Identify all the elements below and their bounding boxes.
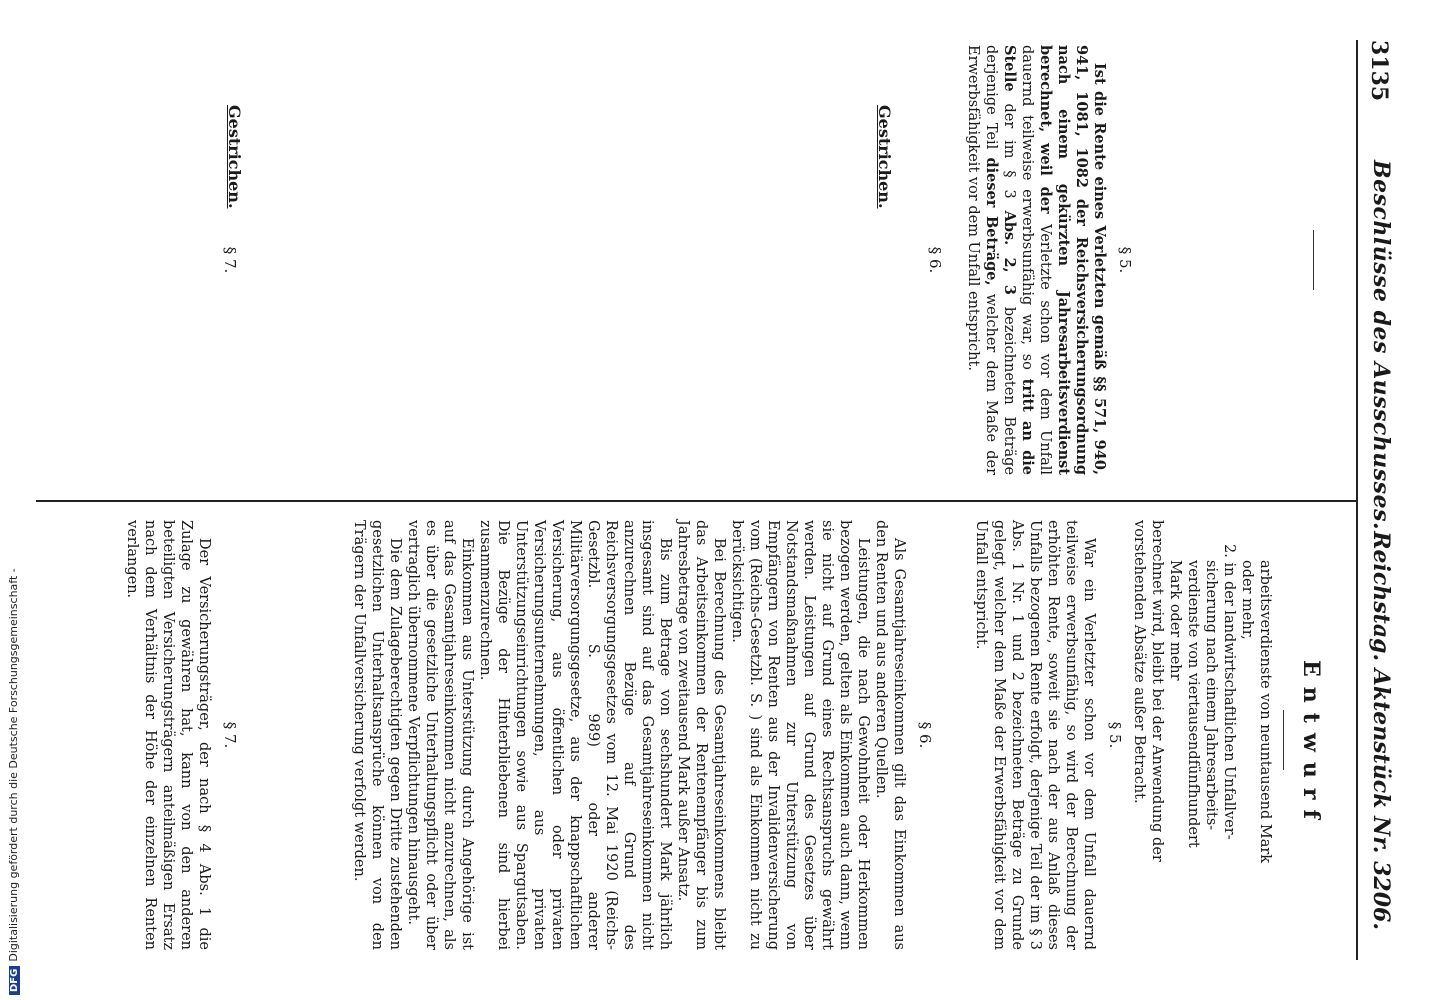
dfg-logo: DFG — [9, 966, 20, 995]
dfg-sidebar — [2, 568, 21, 995]
title-rule — [1283, 710, 1284, 770]
header-reichstag: Reichstag. Aktenstück Nr. 3206. — [1368, 531, 1394, 930]
beschl-s6-heading: § 6. — [926, 246, 944, 274]
page-number: 3135 — [1366, 40, 1392, 102]
beschl-s5-text: Ist die Rente eines Verletzten gemäß §§ 571, 940, 941, 1081, 1082 der Reichsversicherungsordnung nach einem gekürzten Jahresarbeitsverdienst berechnet, weil der Verletzte schon vor dem Unfall dauernd teilweise erwerbsunfähig war, so tritt an die Stelle der im § 3 Abs. 2, 3 bezeichneten Beträge derjenige Teil dieser Beträge, welcher dem Maße der Erwerbsfähigkeit vor dem Unfall entspricht. — [965, 45, 1108, 476]
entwurf-s6-heading: § 6. — [916, 721, 934, 749]
entwurf-s5-heading: § 5. — [1106, 721, 1124, 749]
entwurf-s5-text: War ein Verletzter schon vor dem Unfall dauernd teilweise erwerbsunfähig, so wird der Berechnung der erhöhten Rente, soweit sie nach der aus Anlaß dieses Unfalls bezogenen Rente erfolgt, derjenige Teil der im § 3 Abs. 1 Nr. 1 und 2 bezeichneten Beträge zu Grunde gelegt, welcher dem Maße der Erwerbsfähigkeit vor dem Unfall entspricht. — [973, 520, 1097, 950]
beschl-s7-gestrichen: Gestrichen. — [225, 105, 244, 209]
entwurf-s7-heading: § 7. — [221, 721, 239, 749]
entwurf-s7-text: Der Versicherungsträger, der nach § 4 Abs. 1 die Zulage zu gewähren hat, kann von den anderen beteiligten Versicherungsträgern anteilmäßigen Ersatz nach dem Verhältnis der Höhe der einzelnen Renten verlangen. — [124, 520, 212, 950]
header-rule — [1356, 40, 1358, 960]
entwurf-top-lines: arbeitsverdienste von neuntausend Mark oder mehr, 2. in der landwirtschaftlichen Unfallver- sicherung nach einem Jahresarbeits- verdienste von viertausendfünfhundert Mark oder mehr berechnet wird, bleibt bei der Anwendung der vorstehenden Absätze außer Betracht. — [1131, 520, 1273, 864]
column-divider — [36, 500, 1356, 502]
beschl-s7-heading: § 7. — [221, 246, 239, 274]
entwurf-title: Entwurf — [1298, 660, 1324, 829]
beschl-s6-gestrichen-top: Gestrichen. — [875, 105, 894, 209]
dfg-note: Digitalisierung gefördert durch die Deutsche Forschungsgemeinschaft - — [7, 568, 20, 962]
entwurf-s6-text: Als Gesamtjahreseinkommen gilt das Einkommen aus den Renten und aus anderen Quellen. Leistungen, die nach Gewohnheit oder Herkommen bezogen werden, gelten als Einkommen auch dann, wenn sie nicht auf Grund eines Rechtsanspruchs gewährt werden. Leistungen auf Grund des Gesetzes über Notstandsmaßnahmen zur Unterstützung von Empfängern von Renten aus der Invalidenversicherung vom (Reichs-Gesetzbl. S. ) sind als Einkommen nicht zu berücksichtigen. Bei Berechnung des Gesamtjahreseinkommens bleibt das Arbeitseinkommen der Rentenempfänger bis zum Jahresbetrage von zweitausend Mark außer Ansatz. Bis zum Betrage von sechshundert Mark jährlich insgesamt sind auf das Gesamtjahreseinkommen nicht anzurechnen Bezüge auf Grund des Reichsversorgungsgesetzes vom 12. Mai 1920 (Reichs-Gesetzbl. S. 989) oder anderer Militärversorgungsgesetze, aus der knappschaftlichen Versicherung, aus öffentlichen oder privaten Versicherungsunternehmungen, aus privaten Unterstützungseinrichtungen sowie aus Spargutsaben. Die Bezüge der Hinterbliebenen sind hierbei zusammenzurechnen. Einkommen aus Unterstützung durch Angehörige ist auf das Gesamtjahreseinkommen nicht anzurechnen, als es über die gesetzliche Unterhaltungspflicht oder über vertraglich übernommene Verpflichtungen hinausgeht. Die dem Zulageberechtigten gegen Dritte zustehenden gesetzlichen Unterhaltsansprüche können von den Trägern der Unfallversicherung verfolgt werden. — [351, 520, 907, 950]
header-beschluesse: Beschlüsse des Ausschusses. — [1368, 160, 1394, 531]
beschl-rule — [1313, 230, 1314, 290]
beschl-s5-heading: § 5. — [1116, 246, 1134, 274]
